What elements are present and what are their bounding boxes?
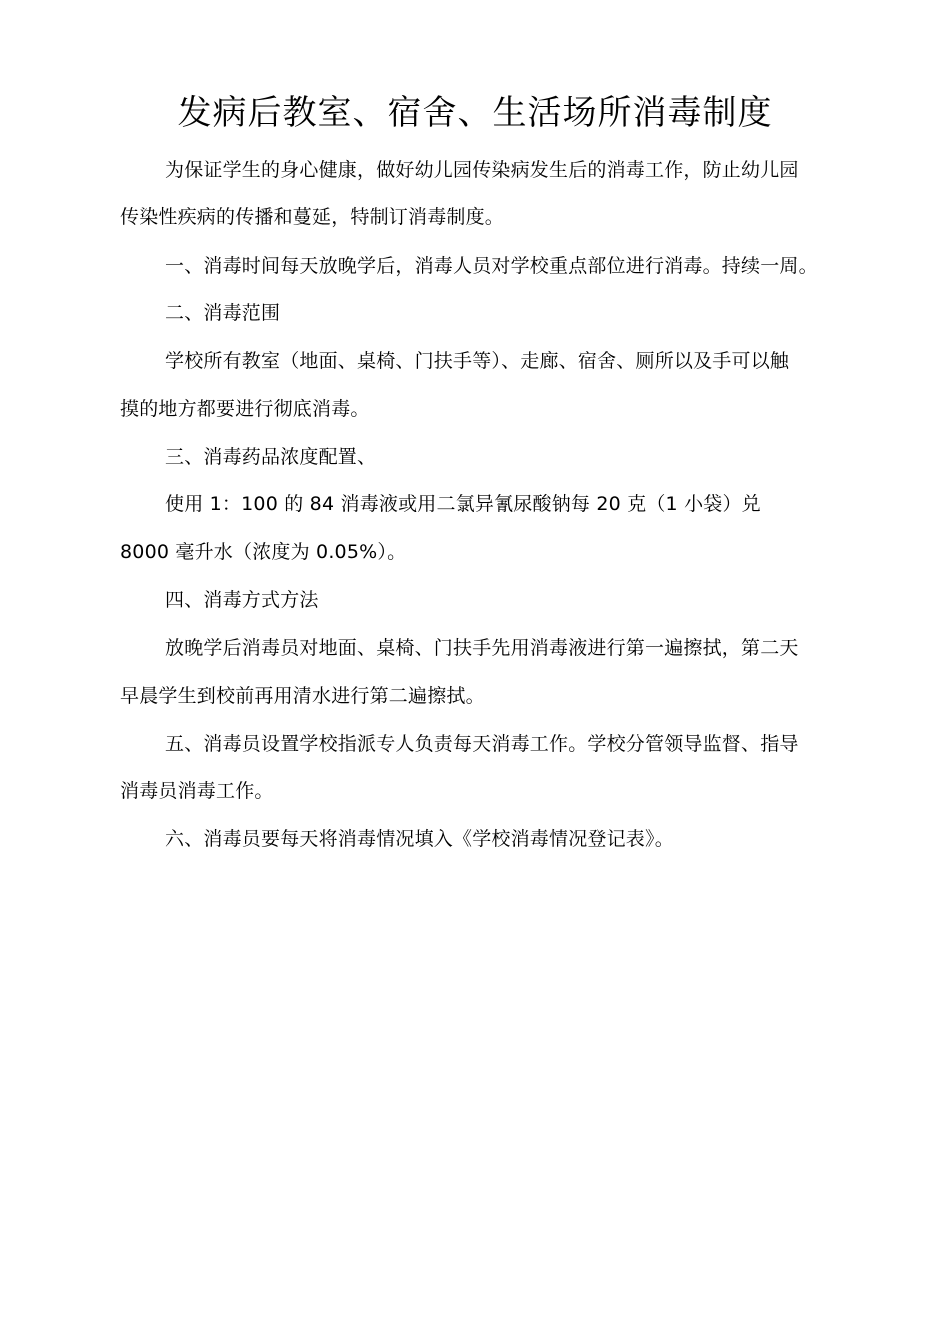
- section-5-line-2: 消毒员消毒工作。: [120, 780, 274, 802]
- section-4-line-2: 早晨学生到校前再用清水进行第二遍擦拭。: [120, 685, 485, 707]
- section-3-line-1: 使用 1：100 的 84 消毒液或用二氯异氰尿酸钠每 20 克（1 小袋）兑: [165, 493, 761, 515]
- section-2-line-1: 学校所有教室（地面、桌椅、门扶手等）、走廊、宿舍、厕所以及手可以触: [165, 350, 790, 372]
- paragraph-intro-line-1: 为保证学生的身心健康，做好幼儿园传染病发生后的消毒工作，防止幼儿园: [165, 159, 799, 181]
- section-4-line-1: 放晚学后消毒员对地面、桌椅、门扶手先用消毒液进行第一遍擦拭，第二天: [165, 637, 799, 659]
- section-2-heading: 二、消毒范围: [165, 302, 281, 324]
- section-5-line-1: 五、消毒员设置学校指派专人负责每天消毒工作。学校分管领导监督、指导: [165, 733, 799, 755]
- section-6-line-1: 六、消毒员要每天将消毒情况填入《学校消毒情况登记表》。: [165, 828, 674, 850]
- section-3-line-2: 8000 毫升水（浓度为 0.05%）。: [120, 541, 407, 563]
- section-4-heading: 四、消毒方式方法: [165, 589, 319, 611]
- section-2-line-2: 摸的地方都要进行彻底消毒。: [120, 398, 370, 420]
- section-3-heading: 三、消毒药品浓度配置、: [165, 446, 377, 468]
- document-title: 发病后教室、宿舍、生活场所消毒制度: [177, 93, 773, 133]
- paragraph-intro-line-2: 传染性疾病的传播和蔓延，特制订消毒制度。: [120, 206, 505, 228]
- section-1-time: 一、消毒时间每天放晚学后，消毒人员对学校重点部位进行消毒。持续一周。: [165, 255, 818, 277]
